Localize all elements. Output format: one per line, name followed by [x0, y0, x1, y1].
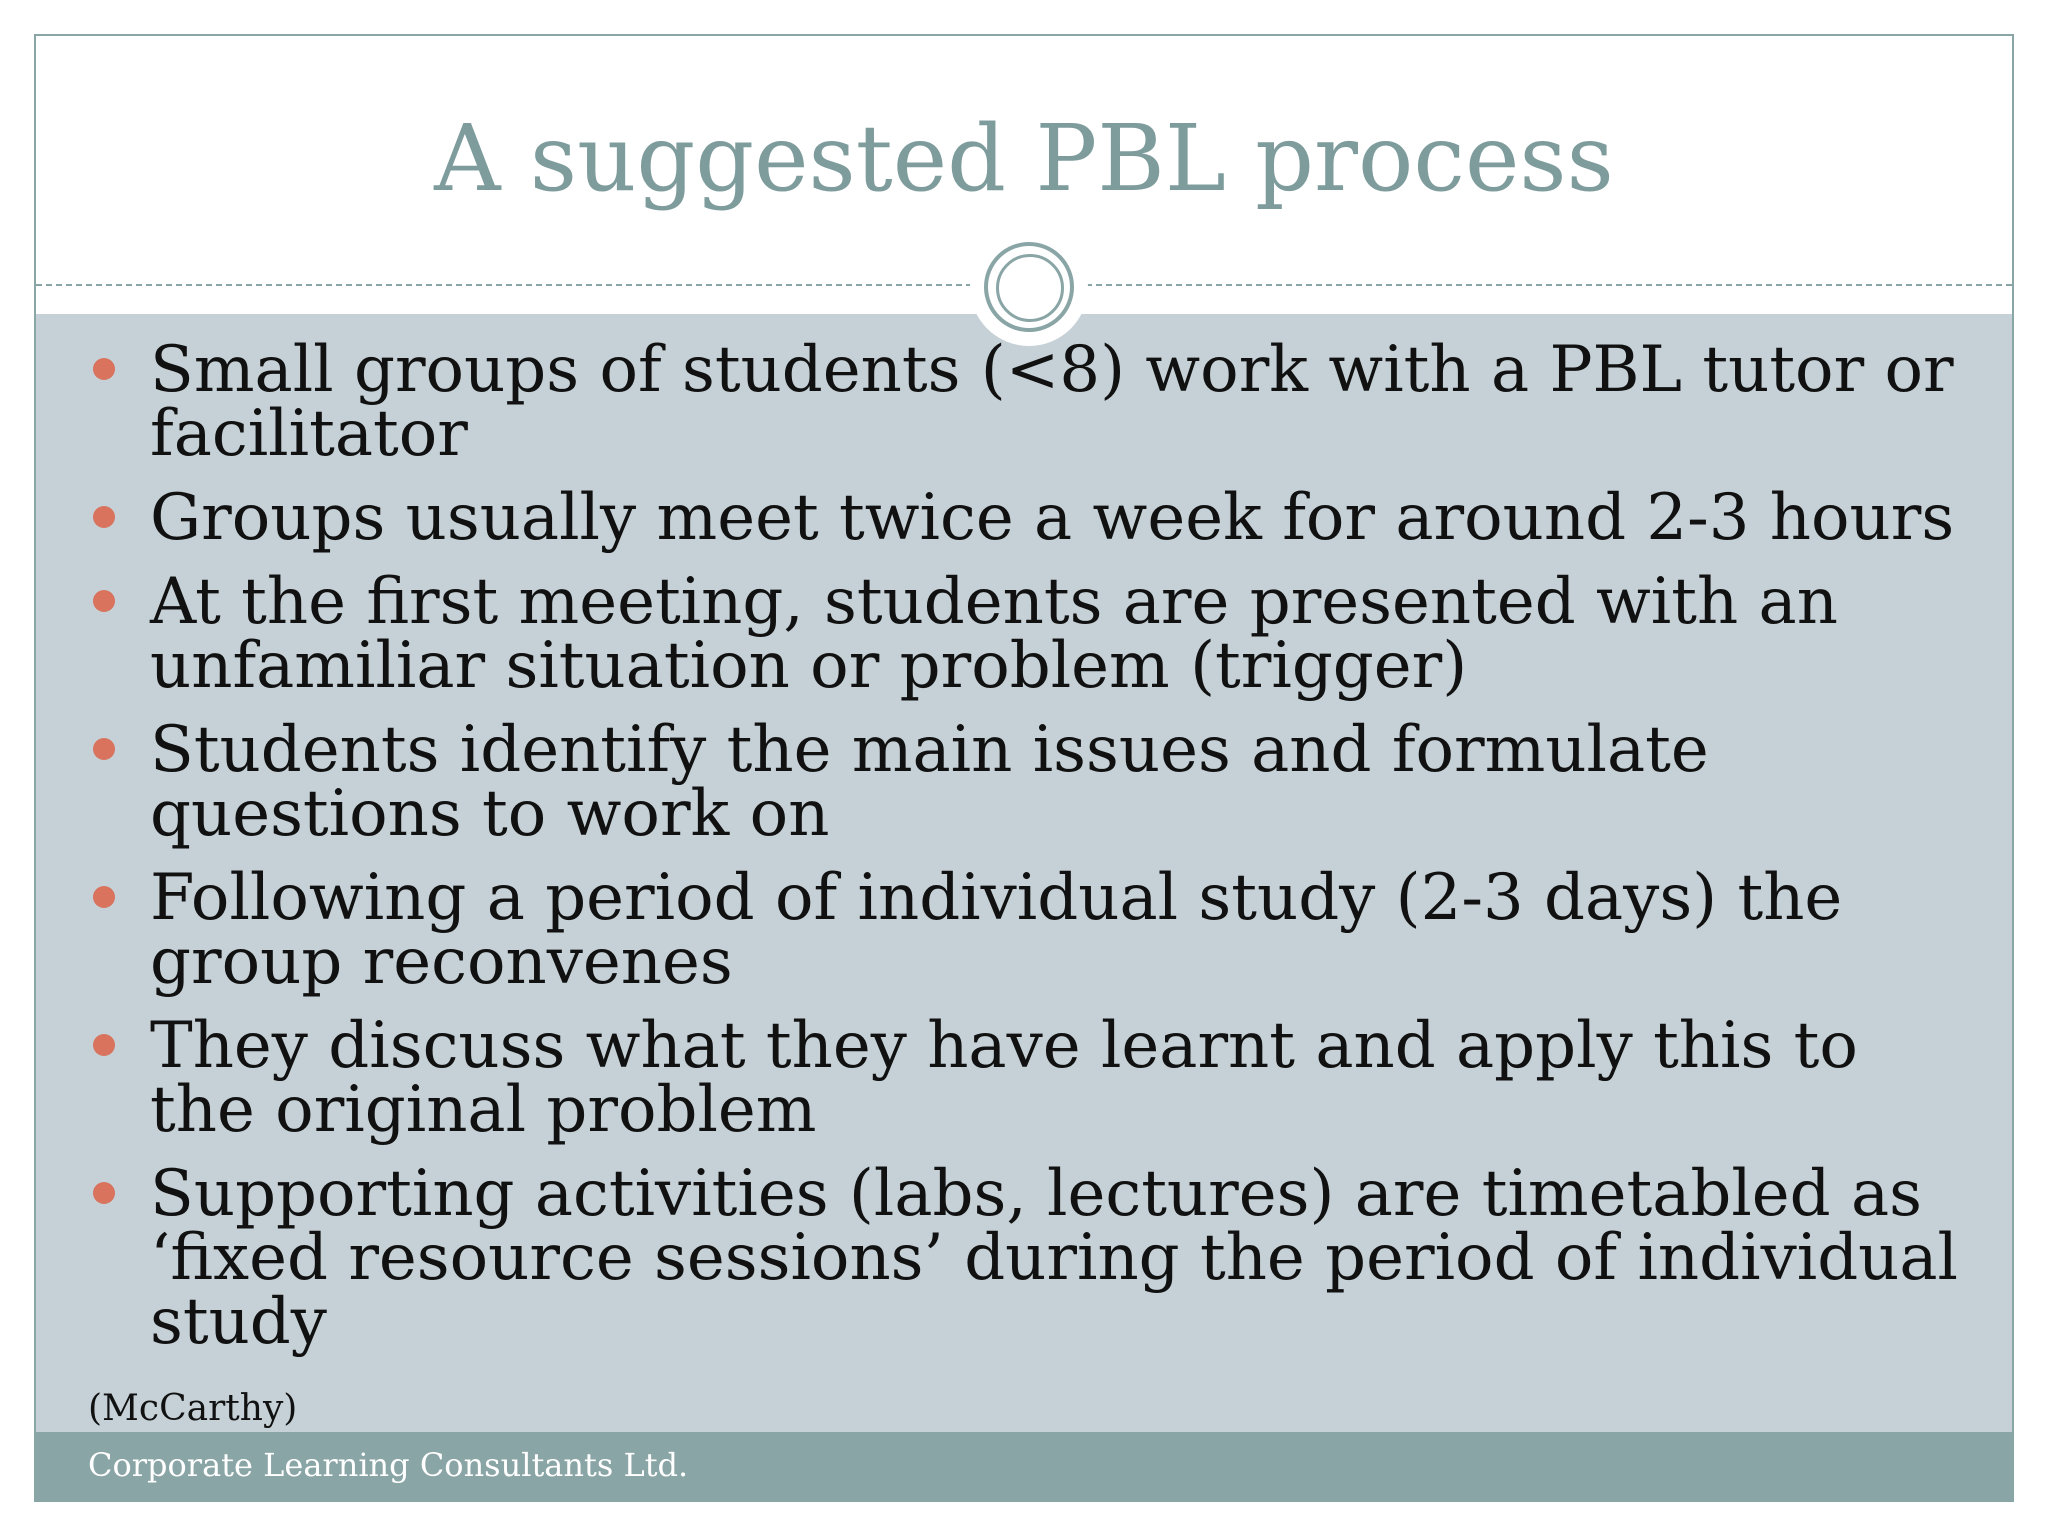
bullet-text: Following a period of individual study (2-3 days) the group reconvenes — [150, 861, 1843, 999]
bullet-text: Small groups of students (<8) work with a PBL tutor or facilitator — [150, 333, 1954, 471]
circle-ornament-ring — [984, 242, 1074, 332]
bullet-item — [36, 333, 2014, 471]
circle-ornament-inner — [996, 254, 1064, 322]
bullet-dot-icon — [93, 1034, 115, 1056]
bullet-item — [36, 1157, 2014, 1359]
bullet-dot-icon — [93, 506, 115, 528]
bullet-dot-icon — [93, 886, 115, 908]
slide-title: A suggested PBL process — [434, 105, 1614, 212]
bullet-dot-icon — [93, 590, 115, 612]
bullet-text: Students identify the main issues and formulate questions to work on — [150, 713, 1709, 851]
bullet-text: Groups usually meet twice a week for around 2-3 hours — [150, 481, 1955, 555]
bullet-text: Supporting activities (labs, lectures) are timetabled as ‘fixed resource sessions’ during the period of individual study — [150, 1157, 1958, 1359]
bullet-dot-icon — [93, 1182, 115, 1204]
bullet-item — [36, 713, 2014, 851]
bullet-item — [36, 565, 2014, 703]
citation: (McCarthy) — [88, 1388, 298, 1429]
bullet-item — [36, 861, 2014, 999]
bullet-item — [36, 481, 2014, 555]
bullet-dot-icon — [93, 738, 115, 760]
footer-bar — [36, 1432, 2012, 1502]
circle-ornament-icon — [970, 228, 1088, 346]
bullet-text: At the first meeting, students are presented with an unfamiliar situation or problem (trigger) — [150, 565, 1838, 703]
bullet-list — [36, 334, 2014, 1370]
bullet-dot-icon — [93, 358, 115, 380]
bullet-text: They discuss what they have learnt and apply this to the original problem — [150, 1009, 1858, 1147]
slide-frame — [34, 34, 2014, 1502]
bullet-item — [36, 1009, 2014, 1147]
footer-text: Corporate Learning Consultants Ltd. — [88, 1446, 689, 1484]
